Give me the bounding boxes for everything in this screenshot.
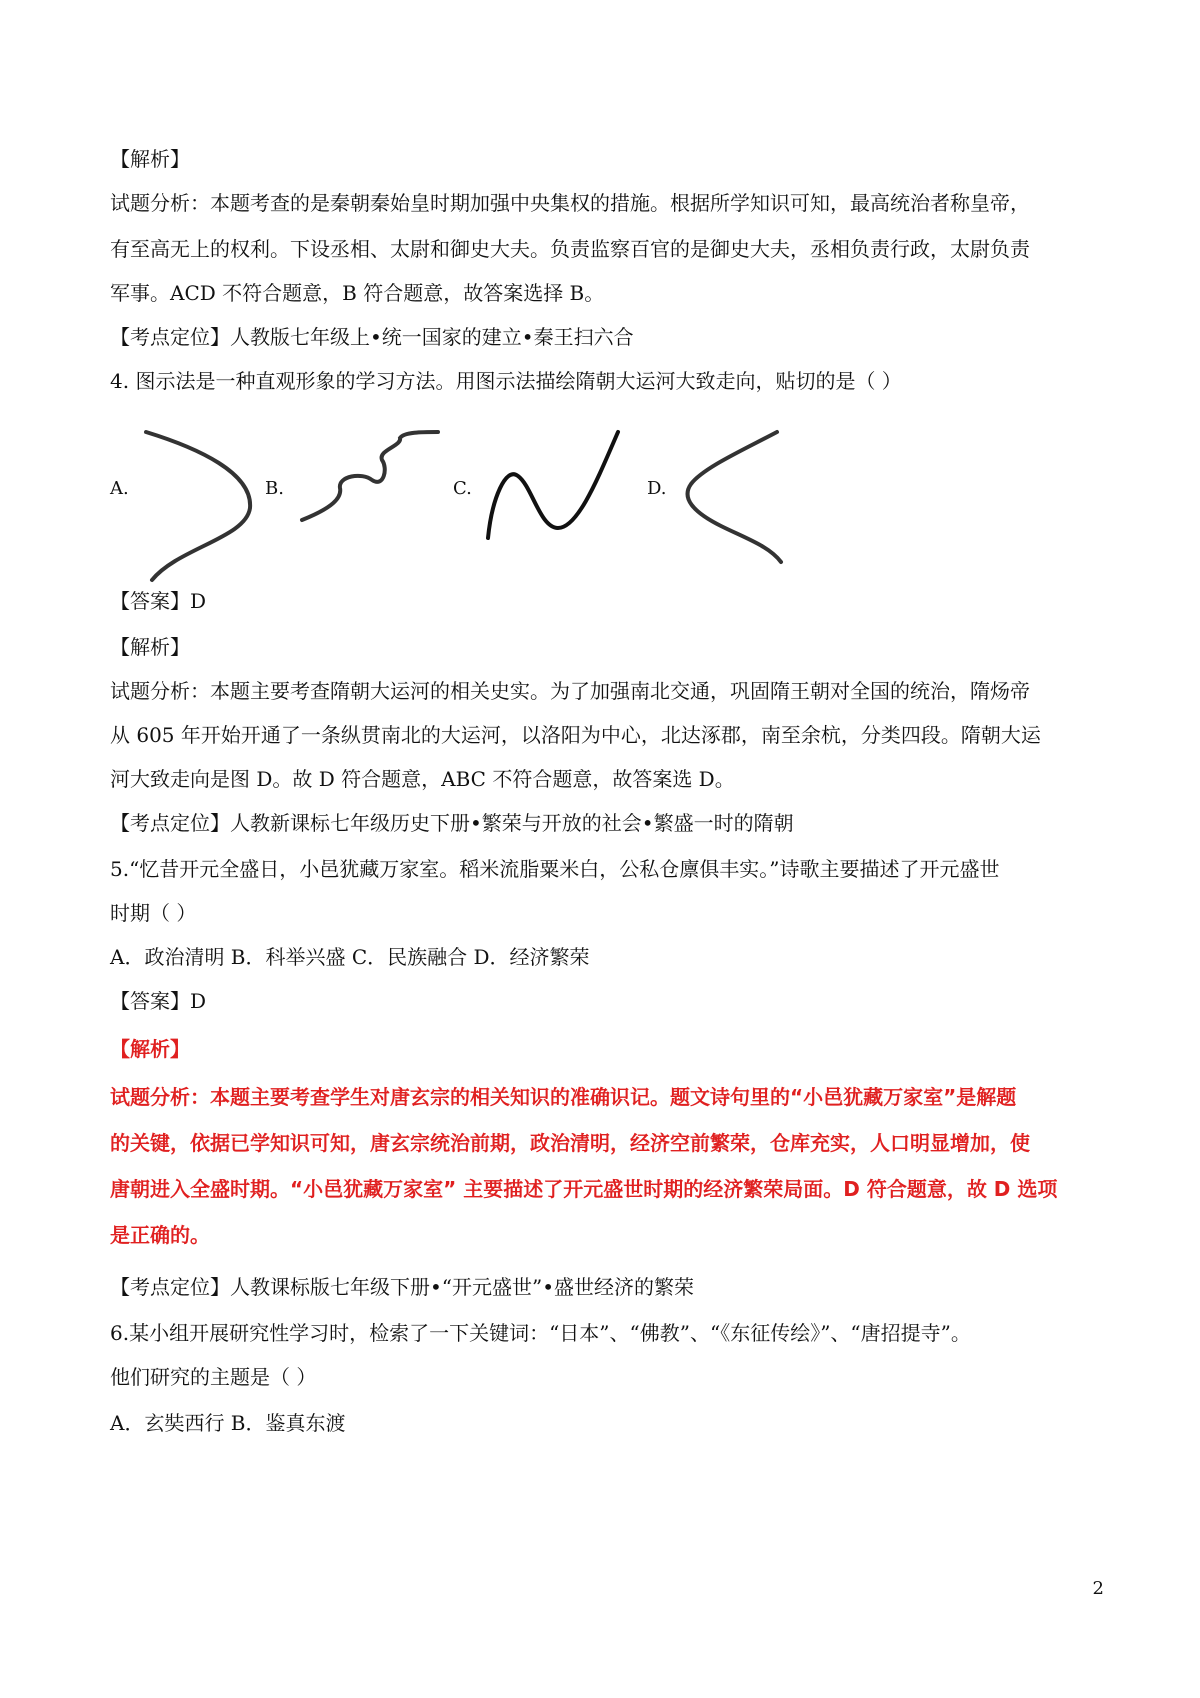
q4-analysis-line-1: 试题分析：本题主要考查隋朝大运河的相关史实。为了加强南北交通，巩固隋王朝对全国的统治，隋炀帝 <box>110 679 1030 703</box>
q5-topic: 【考点定位】人教课标版七年级下册•“开元盛世”•盛世经济的繁荣 <box>110 1275 695 1299</box>
q5-analysis-line-2: 的关键，依据已学知识可知，唐玄宗统治前期，政治清明，经济空前繁荣，仓库充实，人口明显增加，使 <box>110 1131 1030 1155</box>
q5-analysis-line-4: 是正确的。 <box>110 1223 210 1247</box>
curve-d-icon <box>673 428 793 568</box>
q5-options: A．政治清明 B．科举兴盛 C．民族融合 D．经济繁荣 <box>110 945 590 969</box>
q6-question-line-1: 6.某小组开展研究性学习时，检索了一下关键词：“日本”、“佛教”、“《东征传绘》”、“唐招提寺”。 <box>110 1321 971 1345</box>
q5-analysis-heading: 【解析】 <box>110 1037 190 1061</box>
q4-topic: 【考点定位】人教新课标七年级历史下册•繁荣与开放的社会•繁盛一时的隋朝 <box>110 811 794 835</box>
q5-analysis-line-3: 唐朝进入全盛时期。“小邑犹藏万家室” 主要描述了开元盛世时期的经济繁荣局面。D 符合题意，故 D 选项 <box>110 1177 1058 1201</box>
curve-b-icon <box>292 428 442 548</box>
q4-options-figure <box>110 428 870 608</box>
q3-analysis-heading: 【解析】 <box>110 147 190 171</box>
q5-analysis-line-1: 试题分析：本题主要考查学生对唐玄宗的相关知识的准确识记。题文诗句里的“小邑犹藏万家室”是解题 <box>110 1085 1017 1109</box>
page-number: 2 <box>1092 1578 1104 1599</box>
q4-answer: 【答案】D <box>110 589 207 613</box>
q4-analysis-line-3: 河大致走向是图 D。故 D 符合题意，ABC 不符合题意，故答案选 D。 <box>110 767 735 791</box>
q3-analysis-line-3: 军事。ACD 不符合题意，B 符合题意，故答案选择 B。 <box>110 281 605 305</box>
q5-question-line-2: 时期（ ） <box>110 901 197 925</box>
curve-a-icon <box>138 428 258 588</box>
q4-option-c-label: C. <box>453 478 472 499</box>
q6-question-line-2: 他们研究的主题是（ ） <box>110 1365 317 1389</box>
q4-question: 4. 图示法是一种直观形象的学习方法。用图示法描绘隋朝大运河大致走向，贴切的是（ ） <box>110 369 902 393</box>
curve-c-icon <box>478 428 628 548</box>
q5-question-line-1: 5.“忆昔开元全盛日，小邑犹藏万家室。稻米流脂粟米白，公私仓廪俱丰实。”诗歌主要描述了开元盛世 <box>110 857 1000 881</box>
q6-options: A．玄奘西行 B．鉴真东渡 <box>110 1411 346 1435</box>
q3-analysis-line-2: 有至高无上的权利。下设丞相、太尉和御史大夫。负责监察百官的是御史大夫，丞相负责行政，太尉负责 <box>110 237 1030 261</box>
q4-analysis-line-2: 从 605 年开始开通了一条纵贯南北的大运河，以洛阳为中心，北达涿郡，南至余杭，分类四段。隋朝大运 <box>110 723 1041 747</box>
q4-analysis-heading: 【解析】 <box>110 635 190 659</box>
q4-option-a-label: A. <box>110 478 129 499</box>
q3-topic: 【考点定位】人教版七年级上•统一国家的建立•秦王扫六合 <box>110 325 634 349</box>
q4-option-d-label: D. <box>647 478 667 499</box>
q5-answer: 【答案】D <box>110 989 207 1013</box>
q4-option-b-label: B. <box>265 478 284 499</box>
q3-analysis-line-1: 试题分析：本题考查的是秦朝秦始皇时期加强中央集权的措施。根据所学知识可知，最高统治者称皇帝， <box>110 191 1030 215</box>
